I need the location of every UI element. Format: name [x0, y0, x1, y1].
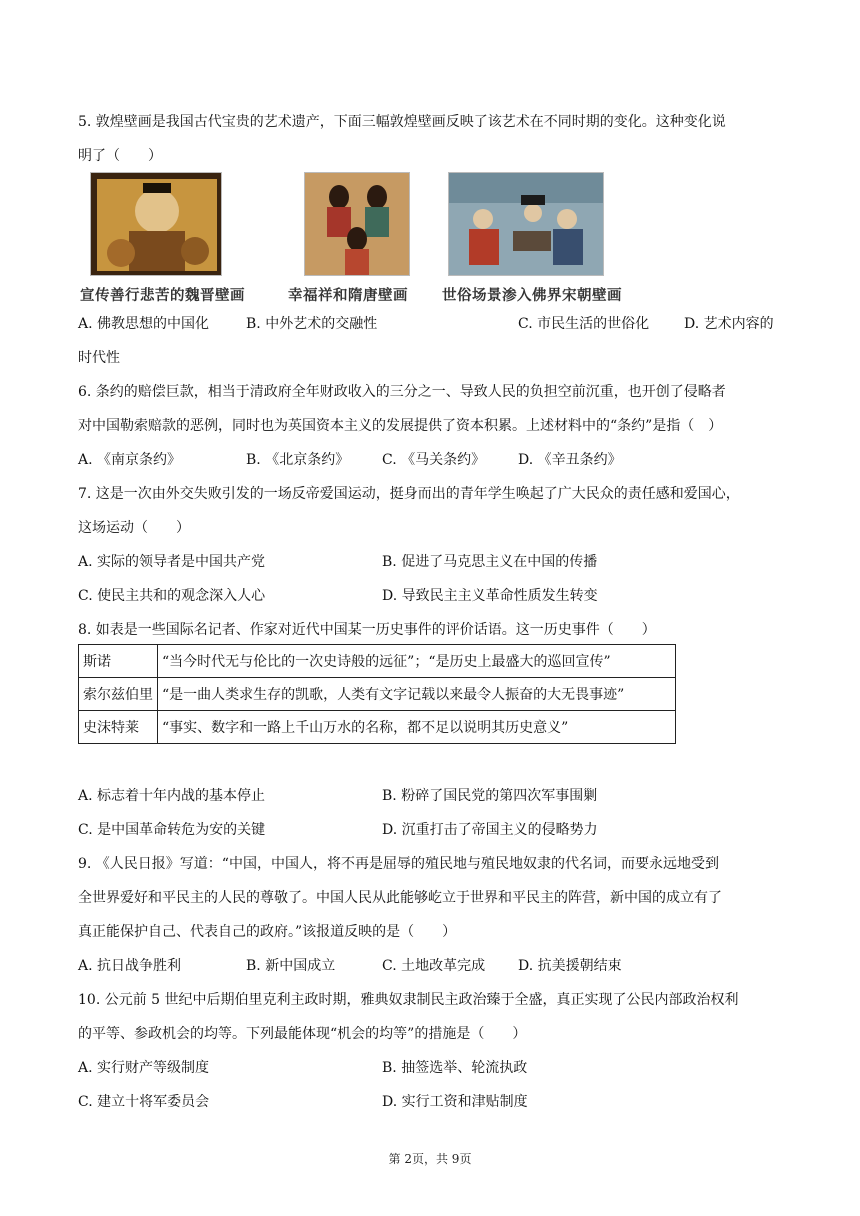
table-cell-quote: “事实、数字和一路上千山万水的名称，都不足以说明其历史意义”	[158, 711, 676, 744]
q8-option-d[interactable]: D. 沉重打击了帝国主义的侵略势力	[382, 822, 598, 838]
q9-option-d[interactable]: D. 抗美援朝结束	[518, 958, 622, 974]
q6-option-c[interactable]: C. 《马关条约》	[382, 452, 486, 468]
table-cell-quote: “是一曲人类求生存的凯歌，人类有文字记载以来最令人振奋的大无畏事迹”	[158, 678, 676, 711]
page-footer: 第 2页，共 9页	[388, 1152, 472, 1166]
q5-option-b[interactable]: B. 中外艺术的交融性	[246, 316, 378, 332]
q9-stem-line1: 9. 《人民日报》写道：“中国，中国人，将不再是屈辱的殖民地与殖民地奴隶的代名词，而要永远地受到	[78, 856, 719, 872]
table-cell-name: 索尔兹伯里	[79, 678, 158, 711]
q6-stem-line2: 对中国勒索赔款的恶例，同时也为英国资本主义的发展提供了资本积累。上述材料中的“条约”是指（ ）	[78, 418, 723, 434]
table-cell-name: 斯诺	[79, 645, 158, 678]
table-row	[79, 678, 676, 711]
q10-stem-line1: 10. 公元前 5 世纪中后期伯里克利主政时期，雅典奴隶制民主政治臻于全盛，真正实现了公民内部政治权利	[78, 992, 739, 1008]
q8-option-b[interactable]: B. 粉碎了国民党的第四次军事围剿	[382, 788, 598, 804]
q7-option-a[interactable]: A. 实际的领导者是中国共产党	[78, 554, 266, 570]
q10-stem-line2: 的平等、参政机会的均等。下列最能体现“机会的均等”的措施是（ ）	[78, 1026, 527, 1042]
evaluation-table	[78, 644, 676, 744]
mural-caption-song: 世俗场景渗入佛界宋朝壁画	[442, 288, 622, 304]
q8-option-a[interactable]: A. 标志着十年内战的基本停止	[78, 788, 266, 804]
q5-stem-line2: 明了（ ）	[78, 148, 162, 164]
q8-stem-line1: 8. 如表是一些国际名记者、作家对近代中国某一历史事件的评价话语。这一历史事件（ ）	[78, 622, 656, 638]
q10-option-d[interactable]: D. 实行工资和津贴制度	[382, 1094, 528, 1110]
q8-option-c[interactable]: C. 是中国革命转危为安的关键	[78, 822, 266, 838]
q6-option-a[interactable]: A. 《南京条约》	[78, 452, 182, 468]
q10-option-b[interactable]: B. 抽签选举、轮流执政	[382, 1060, 528, 1076]
table-row	[79, 645, 676, 678]
q5-option-a[interactable]: A. 佛教思想的中国化	[78, 316, 210, 332]
q7-option-b[interactable]: B. 促进了马克思主义在中国的传播	[382, 554, 598, 570]
table-row	[79, 711, 676, 744]
mural-image-weijin	[90, 172, 222, 276]
q5-option-d-tail: 时代性	[78, 350, 120, 366]
table-cell-name: 史沫特莱	[79, 711, 158, 744]
q5-option-c[interactable]: C. 市民生活的世俗化	[518, 316, 650, 332]
q6-option-b[interactable]: B. 《北京条约》	[246, 452, 350, 468]
mural-caption-suitang: 幸福祥和隋唐壁画	[288, 288, 408, 304]
q7-option-c[interactable]: C. 使民主共和的观念深入人心	[78, 588, 266, 604]
q7-option-d[interactable]: D. 导致民主主义革命性质发生转变	[382, 588, 598, 604]
q5-option-d[interactable]: D. 艺术内容的	[684, 316, 774, 332]
mural-caption-weijin: 宣传善行悲苦的魏晋壁画	[80, 288, 245, 304]
q9-stem-line2: 全世界爱好和平民主的人民的尊敬了。中国人民从此能够屹立于世界和平民主的阵营，新中国的成立有了	[78, 890, 722, 906]
q5-stem-line1: 5. 敦煌壁画是我国古代宝贵的艺术遗产，下面三幅敦煌壁画反映了该艺术在不同时期的变化。这种变化说	[78, 114, 726, 130]
q9-stem-line3: 真正能保护自己、代表自己的政府。”该报道反映的是（ ）	[78, 924, 457, 940]
mural-image-suitang	[304, 172, 410, 276]
q6-stem-line1: 6. 条约的赔偿巨款，相当于清政府全年财政收入的三分之一、导致人民的负担空前沉重，也开创了侵略者	[78, 384, 726, 400]
q7-stem-line1: 7. 这是一次由外交失败引发的一场反帝爱国运动，挺身而出的青年学生唤起了广大民众的责任感和爱国心，	[78, 486, 740, 502]
q9-option-c[interactable]: C. 土地改革完成	[382, 958, 486, 974]
q7-stem-line2: 这场运动（ ）	[78, 520, 190, 536]
q9-option-a[interactable]: A. 抗日战争胜利	[78, 958, 182, 974]
q10-option-a[interactable]: A. 实行财产等级制度	[78, 1060, 210, 1076]
q9-option-b[interactable]: B. 新中国成立	[246, 958, 336, 974]
mural-image-song	[448, 172, 604, 276]
q6-option-d[interactable]: D. 《辛丑条约》	[518, 452, 622, 468]
table-cell-quote: “当今时代无与伦比的一次史诗般的远征”；“是历史上最盛大的巡回宣传”	[158, 645, 676, 678]
q10-option-c[interactable]: C. 建立十将军委员会	[78, 1094, 210, 1110]
